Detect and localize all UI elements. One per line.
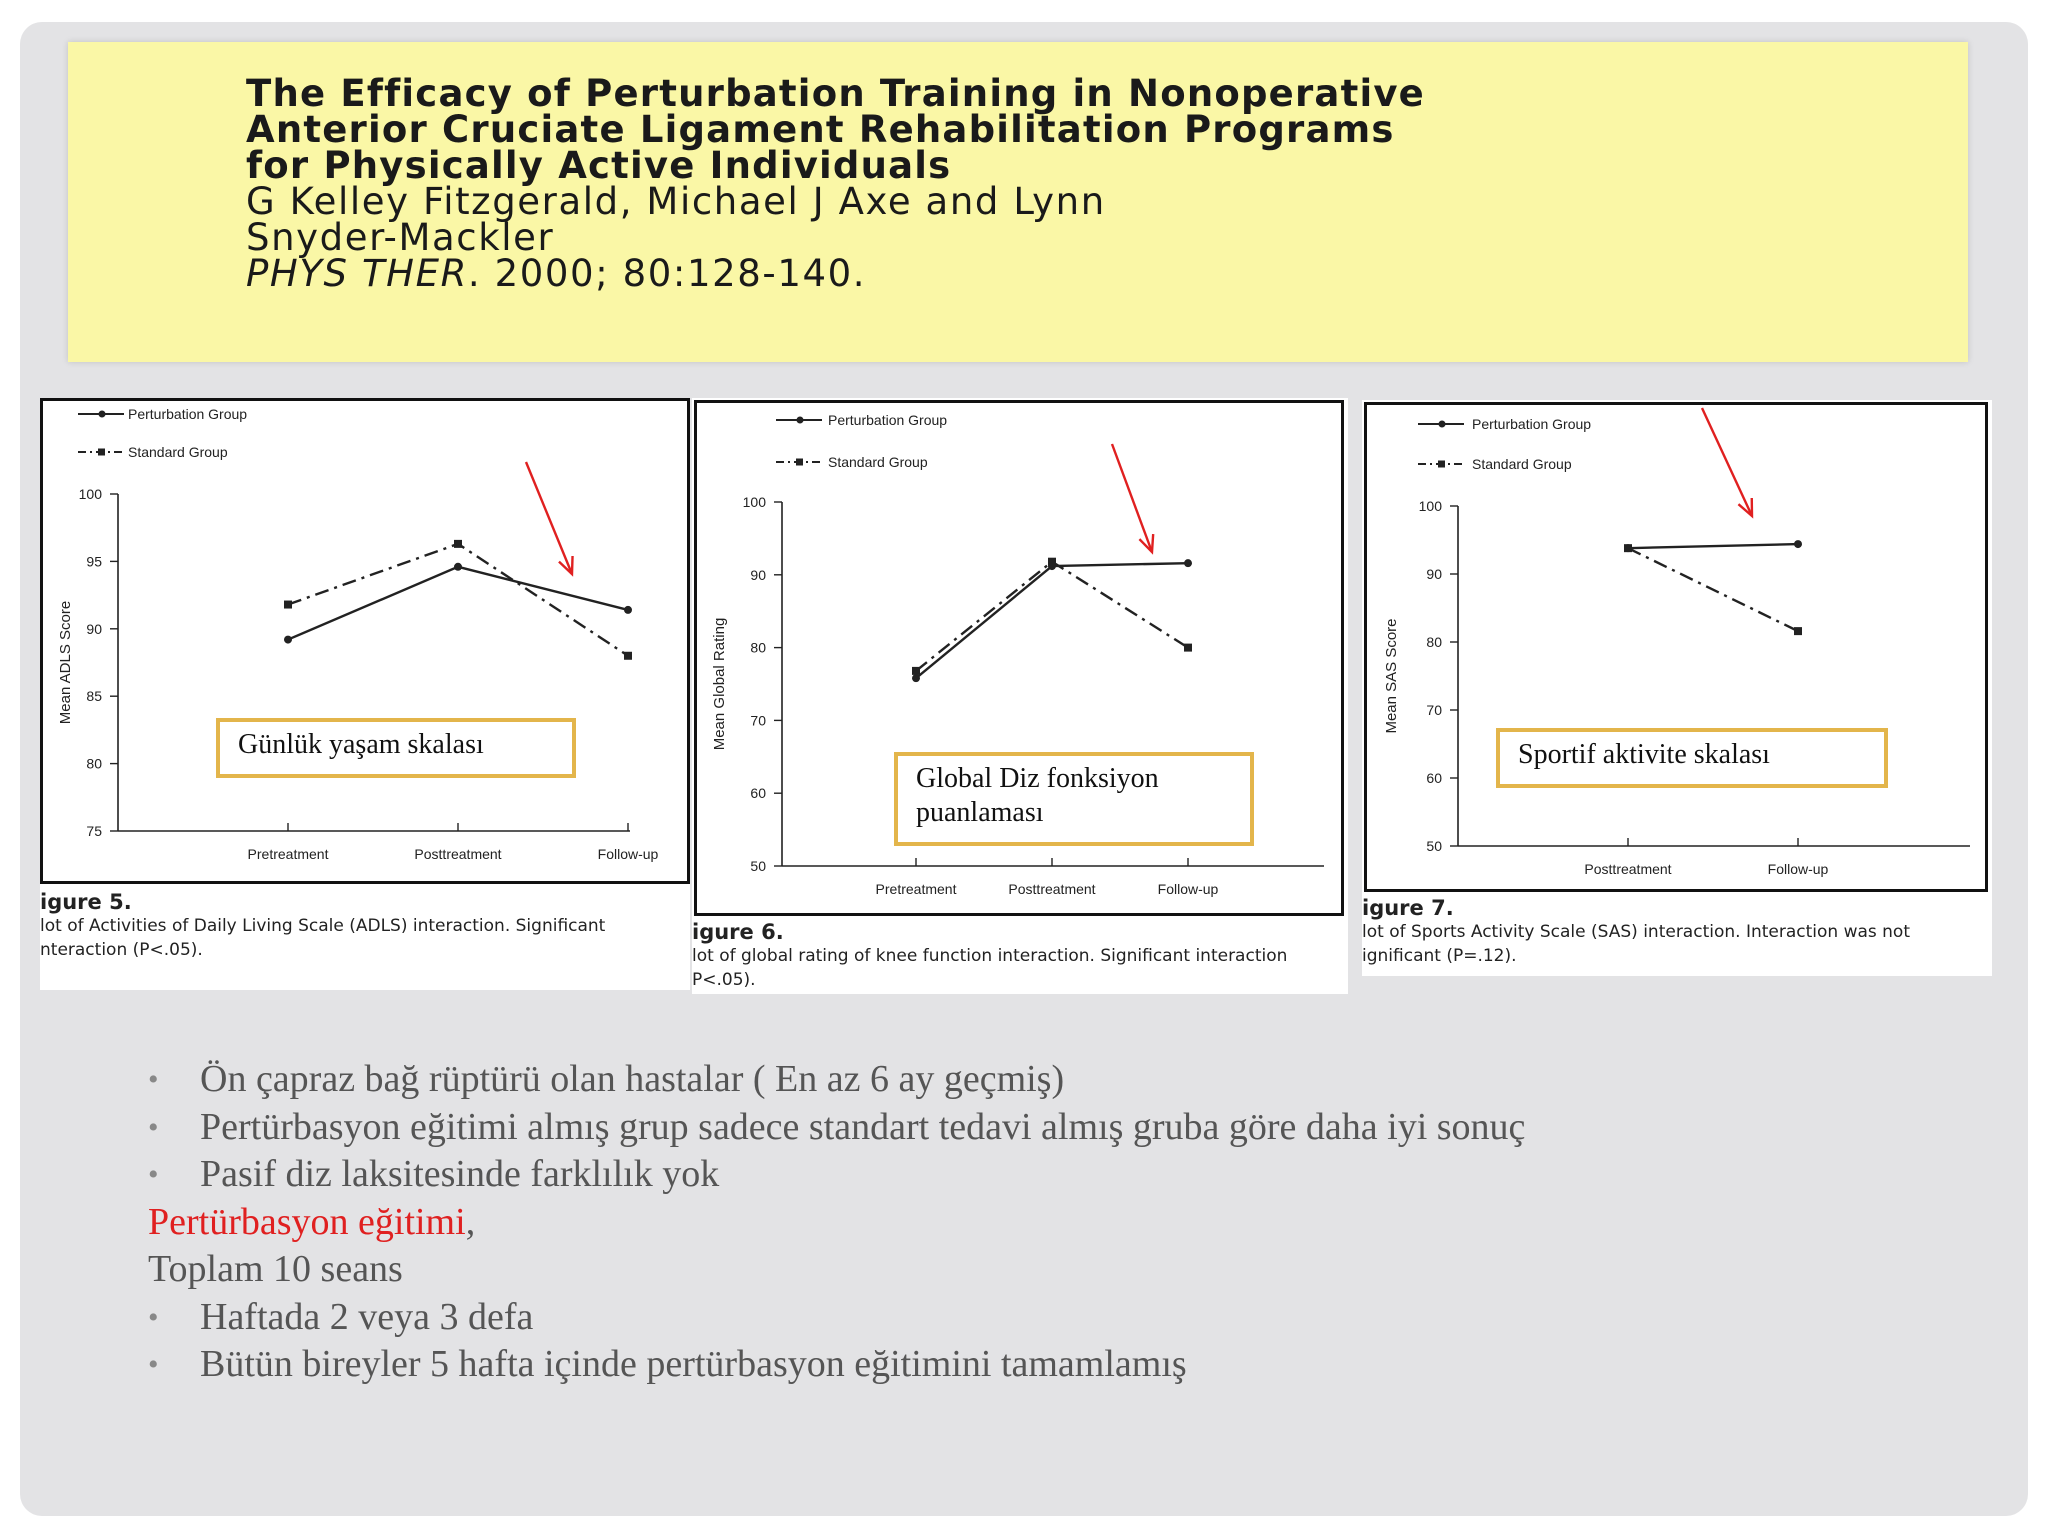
figure-5-label-box: Günlük yaşam skalası <box>216 718 576 778</box>
data-point <box>624 652 632 660</box>
legend-marker <box>1438 461 1445 468</box>
legend-marker <box>98 449 105 456</box>
y-tick-label: 90 <box>750 566 766 583</box>
y-tick-label: 100 <box>78 486 102 502</box>
x-tick-label: Posttreatment <box>1584 861 1672 877</box>
data-point <box>1184 559 1192 567</box>
x-tick-label: Follow-up <box>1767 861 1829 877</box>
figure-5-caption-line-2: nteraction (P<.05). <box>40 940 203 960</box>
figure-7-caption-line-2: ignificant (P=.12). <box>1362 946 1517 966</box>
data-point <box>1794 540 1802 548</box>
bullet-item: • Bütün bireyler 5 hafta içinde pertürbasyon eğitimini tamamlamış <box>148 1341 1525 1389</box>
y-tick-label: 75 <box>86 823 102 839</box>
figure-5-chart <box>40 398 690 898</box>
data-point <box>1184 644 1192 652</box>
legend-label: Standard Group <box>1472 456 1572 472</box>
figure-7-caption-line-1: lot of Sports Activity Scale (SAS) interaction. Interaction was not <box>1362 922 1911 942</box>
figure-6-label-line-2: puanlaması <box>916 797 1044 828</box>
training-heading <box>148 1199 1525 1247</box>
figure-6-caption <box>692 920 1287 992</box>
figure-6 <box>692 398 1348 994</box>
x-tick-label: Pretreatment <box>875 881 957 897</box>
figure-6-label-box <box>894 752 1254 846</box>
training-heading-highlight: Pertürbasyon eğitimi <box>148 1200 466 1243</box>
y-tick-label: 90 <box>86 620 102 637</box>
y-axis-label: Mean ADLS Score <box>57 600 74 725</box>
paper-title-line-3: for Physically Active Individuals <box>246 144 952 187</box>
authors-line-2: Snyder-Mackler <box>246 216 555 259</box>
data-point <box>454 540 462 548</box>
figure-5 <box>40 398 690 990</box>
x-tick-label: Follow-up <box>1157 881 1219 897</box>
legend-marker <box>99 411 106 418</box>
figure-5-caption-title: igure 5. <box>40 890 132 914</box>
data-point <box>1794 627 1802 635</box>
citation-banner <box>68 42 1968 362</box>
annotation-arrow <box>1112 444 1152 552</box>
legend-label: Standard Group <box>828 454 928 470</box>
x-tick-label: Posttreatment <box>1008 881 1096 897</box>
paper-title-line-1: The Efficacy of Perturbation Training in Nonoperative <box>246 72 1425 115</box>
legend-label: Standard Group <box>128 444 228 460</box>
y-tick-label: 70 <box>750 712 766 729</box>
bullet-item: • Haftada 2 veya 3 defa <box>148 1294 1525 1342</box>
figure-6-caption-line-1: lot of global rating of knee function interaction. Significant interaction <box>692 946 1288 966</box>
legend-marker <box>1439 421 1446 428</box>
y-tick-label: 80 <box>1426 634 1442 650</box>
bullet-item: • Pasif diz laksitesinde farklılık yok <box>148 1151 1525 1199</box>
figure-7-chart <box>1362 400 1992 900</box>
data-point <box>284 636 292 644</box>
legend-marker <box>796 459 803 466</box>
training-heading-suffix: , <box>465 1200 476 1243</box>
paper-title-line-2: Anterior Cruciate Ligament Rehabilitation Programs <box>246 108 1395 151</box>
legend-label: Perturbation Group <box>828 412 948 428</box>
figure-5-caption-line-1: lot of Activities of Daily Living Scale (ADLS) interaction. Significant <box>40 916 606 936</box>
y-tick-label: 80 <box>86 755 102 772</box>
figure-7-caption <box>1362 896 1910 968</box>
data-point <box>284 601 292 609</box>
figure-6-label-line-1: Global Diz fonksiyon <box>916 763 1159 794</box>
bullet-item: • Pertürbasyon eğitimi almış grup sadece standart tedavi almış gruba göre daha iyi sonuç <box>148 1104 1525 1152</box>
series-line <box>288 544 628 656</box>
series-line <box>916 562 1188 671</box>
series-line <box>1628 544 1798 548</box>
bullet-item: • Ön çapraz bağ rüptürü olan hastalar ( En az 6 ay geçmiş) <box>148 1056 1525 1104</box>
slide-body-text <box>148 1056 1525 1389</box>
y-axis-label: Mean SAS Score <box>1383 618 1400 734</box>
figure-7-label-box: Sportif aktivite skalası <box>1496 728 1888 788</box>
y-tick-label: 50 <box>750 858 766 874</box>
data-point <box>1048 558 1056 566</box>
y-tick-label: 90 <box>1426 566 1442 582</box>
annotation-arrow <box>526 462 572 574</box>
y-tick-label: 100 <box>1418 498 1442 514</box>
y-tick-label: 70 <box>1426 702 1442 718</box>
journal-details: . 2000; 80:128-140. <box>467 252 867 295</box>
journal-name: PHYS THER <box>246 252 468 295</box>
total-sessions-text: Toplam 10 seans <box>148 1248 403 1290</box>
y-axis-label: Mean Global Rating <box>711 617 728 751</box>
data-point <box>454 563 462 571</box>
annotation-arrow <box>1702 408 1752 516</box>
x-tick-label: Posttreatment <box>414 846 502 862</box>
figure-7 <box>1362 400 1992 976</box>
legend-label: Perturbation Group <box>1472 416 1592 432</box>
series-line <box>1628 548 1798 631</box>
data-point <box>912 674 920 682</box>
legend-label: Perturbation Group <box>128 406 248 422</box>
legend-marker <box>797 417 804 424</box>
series-line <box>288 567 628 640</box>
y-tick-label: 80 <box>750 639 766 656</box>
y-tick-label: 95 <box>86 553 102 570</box>
x-tick-label: Pretreatment <box>247 846 329 862</box>
y-tick-label: 50 <box>1426 838 1442 854</box>
figure-6-caption-title: igure 6. <box>692 920 784 944</box>
y-tick-label: 60 <box>1426 770 1442 786</box>
y-tick-label: 85 <box>86 688 102 705</box>
figure-7-caption-title: igure 7. <box>1362 896 1454 920</box>
figure-6-caption-line-2: P<.05). <box>692 970 756 990</box>
data-point <box>624 606 632 614</box>
x-tick-label: Follow-up <box>597 846 659 862</box>
series-line <box>916 563 1188 678</box>
authors-line-1: G Kelley Fitzgerald, Michael J Axe and Lynn <box>246 180 1106 223</box>
data-point <box>912 667 920 675</box>
data-point <box>1624 544 1632 552</box>
y-tick-label: 100 <box>742 494 766 510</box>
y-tick-label: 60 <box>750 785 766 802</box>
figure-5-caption <box>40 890 605 962</box>
journal-reference <box>246 252 866 295</box>
